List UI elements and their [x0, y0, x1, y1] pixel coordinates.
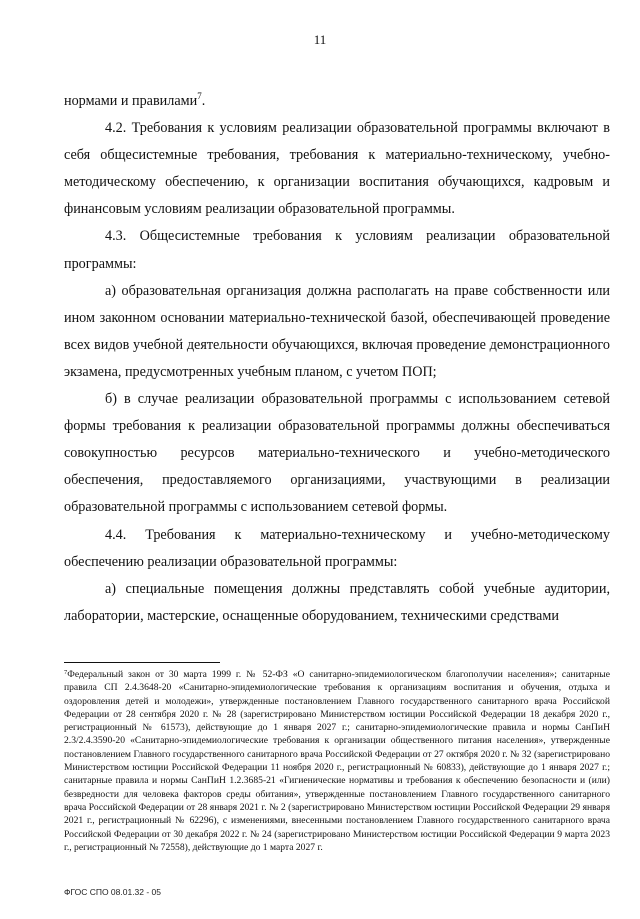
footnote-text: Федеральный закон от 30 марта 1999 г. № 52-ФЗ «О санитарно-эпидемиологическом благополучии населения»; санитарные правила СП 2.4.3648-20 «Санитарно-эпидемиологические требования к организациям воспитания и обучения, отдыха и оздоровления детей и молодежи», утвержденные постановлением Главного государственного санитарного врача Российской Федерации от 28 сентября 2020 г. № 28 (зарегистрировано Министерством юстиции Российской Федерации 18 декабря 2020 г., регистрационный № 61573), действующие до 1 января 2027 г.; санитарно-эпидемиологические правила и нормы СанПиН 2.3/2.4.3590-20 «Санитарно-эпидемиологические требования к организации общественного питания населения», утвержденные постановлением Главного государственного санитарного врача Российской Федерации от 27 октября 2020 г. № 32 (зарегистрировано Министерством юстиции Российской Федерации 11 ноября 2020 г., регистрационный № 60833), действующие до 1 января 2027 г.; санитарные правила и нормы СанПиН 1.2.3685-21 «Гигиенические нормативы и требования к обеспечению безопасности и (или) безвредности для человека факторов среды обитания», утвержденные постановлением Главного государственного санитарного врача Российской Федерации от 28 января 2021 г. № 2 (зарегистрировано Министерством юстиции Российской Федерации 29 января 2021 г., регистрационный № 62296), с изменениями, внесенными постановлением Главного государственного санитарного врача Российской Федерации от 30 декабря 2022 г. № 24 (зарегистрировано Министерством юстиции Российской Федерации 9 марта 2023 г., регистрационный № 72558), действующие до 1 марта 2027 г.	[64, 669, 610, 853]
paragraph-4-3: 4.3. Общесистемные требования к условиям реализации образовательной программы:	[64, 228, 610, 272]
paragraph-4-2: 4.2. Требования к условиям реализации образовательной программы включают в себя общесистемные требования, требования к материально-техническому, учебно-методическому обеспечению, к организации воспитания обучающихся, кадровым и финансовым условиям реализации образовательной программы.	[64, 120, 610, 218]
paragraph-4-4: 4.4. Требования к материально-техническому и учебно-методическому обеспечению реализации образовательной программы:	[64, 526, 610, 570]
document-code-footer: ФГОС СПО 08.01.32 - 05	[64, 887, 162, 897]
footnote-marker: 7	[64, 669, 68, 676]
paragraph-4-3-a: а) образовательная организация должна располагать на праве собственности или ином законном основании материально-технической базой, обеспечивающей проведение всех видов учебной деятельности обучающихся, включая проведение демонстрационного экзамена, предусмотренных учебным планом, с учетом ПОП;	[64, 282, 610, 380]
continuation-end: .	[201, 93, 206, 109]
paragraph-continuation	[64, 88, 610, 115]
footnote-divider	[64, 662, 220, 663]
paragraph-4-3-b: б) в случае реализации образовательной программы с использованием сетевой формы требования к реализации образовательной программы должны обеспечиваться совокупностью ресурсов материально-технического и учебно-методического обеспечения, предоставляемого организациями, участвующими в реализации образовательной программы с использованием сетевой формы.	[64, 391, 610, 516]
page-number: 11	[313, 32, 327, 47]
footnote-reference[interactable]: 7	[197, 91, 202, 101]
paragraph-4-4-a: а) специальные помещения должны представлять собой учебные аудитории, лаборатории, мастерские, оснащенные оборудованием, техническими средствами	[64, 580, 610, 624]
main-text	[64, 88, 610, 630]
continuation-text: нормами и правилами	[64, 93, 198, 109]
footnote	[64, 668, 610, 854]
